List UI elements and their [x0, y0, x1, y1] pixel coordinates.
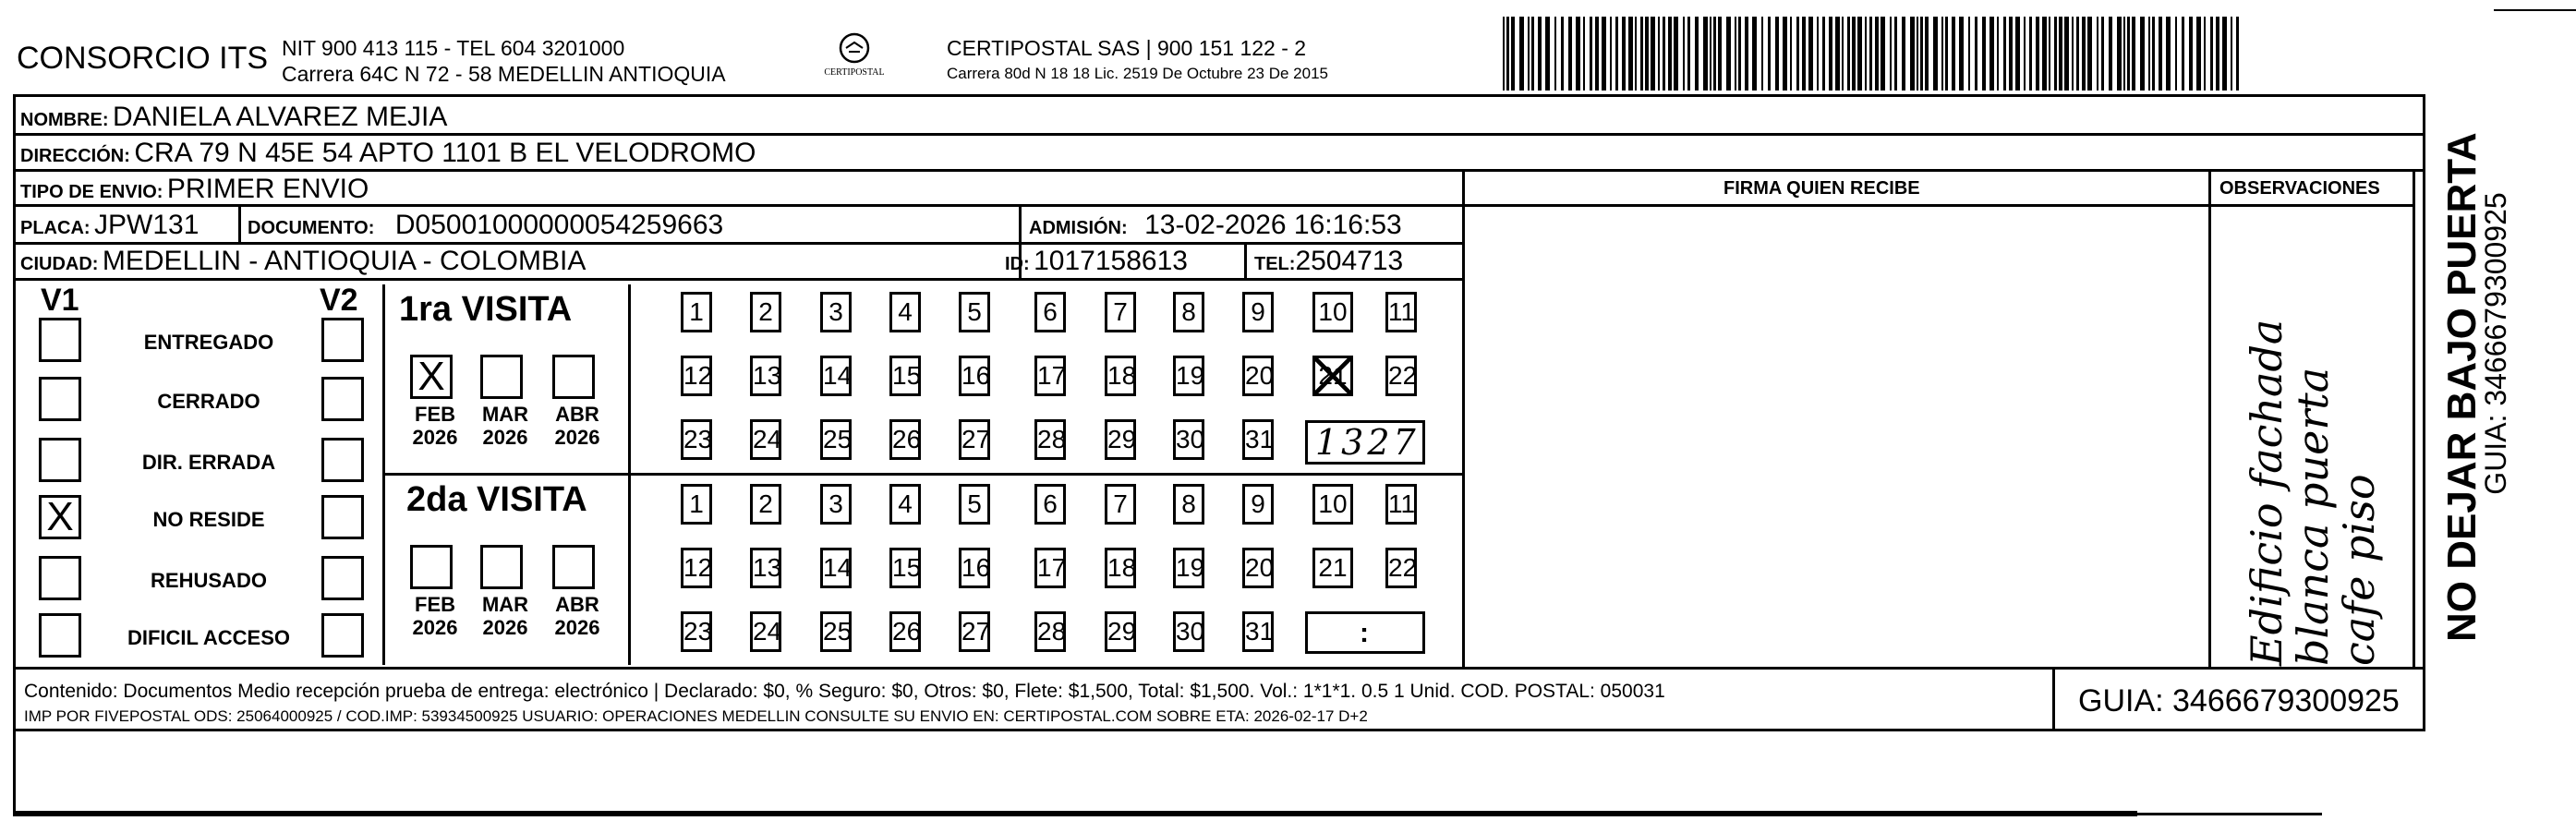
day-box-29[interactable]: 29 — [1105, 419, 1136, 460]
documento-row — [248, 211, 723, 239]
barcode-bar — [2015, 17, 2020, 91]
barcode-bar — [2101, 17, 2104, 91]
day-box-28[interactable]: 28 — [1034, 419, 1066, 460]
id-row — [1005, 247, 1188, 275]
col-divider — [1462, 169, 1465, 668]
month-checkbox[interactable] — [480, 355, 523, 399]
barcode-bar — [1881, 17, 1885, 91]
day-box-7[interactable]: 7 — [1105, 484, 1136, 525]
barcode-bar — [1808, 17, 1813, 91]
month-label — [545, 593, 610, 639]
barcode-bar — [1506, 17, 1509, 91]
day-box-27[interactable]: 27 — [959, 611, 990, 652]
day-box-23[interactable]: 23 — [681, 419, 712, 460]
day-box-11[interactable]: 11 — [1385, 292, 1417, 332]
v1-checkbox[interactable] — [39, 377, 81, 421]
barcode-bar — [1997, 17, 1999, 91]
barcode-bar — [1968, 17, 1970, 91]
day-box-21[interactable]: 21 — [1312, 548, 1353, 588]
firma-area[interactable] — [1469, 209, 2206, 665]
day-box-27[interactable]: 27 — [959, 419, 990, 460]
v1-checkbox[interactable]: X — [39, 495, 81, 539]
barcode-bar — [1610, 17, 1612, 91]
day-box-4[interactable]: 4 — [889, 292, 921, 332]
tel-value: 2504713 — [1295, 246, 1404, 276]
direccion-label: DIRECCIÓN: — [20, 146, 130, 166]
v2-checkbox[interactable] — [321, 318, 364, 362]
status-label: NO RESIDE — [152, 508, 265, 531]
barcode-bar — [1920, 17, 1923, 91]
day-box-30[interactable]: 30 — [1173, 419, 1204, 460]
barcode-bar — [1735, 17, 1736, 91]
barcode-bar — [1975, 17, 1977, 91]
barcode-bar — [1635, 17, 1637, 91]
month-checkbox[interactable] — [552, 355, 595, 399]
month-name: MAR — [481, 593, 529, 616]
nombre-value: DANIELA ALVAREZ MEJIA — [113, 102, 448, 132]
day-box-6[interactable]: 6 — [1034, 292, 1066, 332]
day-box-29[interactable]: 29 — [1105, 611, 1136, 652]
barcode-bar — [1628, 17, 1633, 91]
barcode-bar — [1910, 17, 1915, 91]
barcode-bar — [2148, 17, 2150, 91]
status-label: REHUSADO — [151, 569, 267, 592]
barcode-bar — [2049, 17, 2050, 91]
barcode-bar — [2175, 17, 2177, 91]
placa-divider — [238, 204, 241, 243]
month-checkbox[interactable]: X — [410, 355, 453, 399]
month-name: ABR — [555, 403, 599, 426]
day-box-25[interactable]: 25 — [820, 419, 852, 460]
barcode-bar — [1519, 17, 1524, 91]
barcode-bar — [1645, 17, 1649, 91]
guia-divider — [2052, 667, 2055, 731]
barcode-bar — [1857, 17, 1862, 91]
day-box-17[interactable]: 17 — [1034, 356, 1066, 396]
courier-info — [947, 35, 1328, 87]
day-box-22[interactable]: 22 — [1385, 548, 1417, 588]
barcode-bar — [2127, 17, 2130, 91]
barcode-bar — [1713, 17, 1716, 91]
barcode-bar — [1917, 17, 1918, 91]
barcode-bar — [1710, 17, 1711, 91]
direccion-row — [20, 139, 756, 167]
day-box-20[interactable]: 20 — [1242, 356, 1274, 396]
barcode-bar — [2123, 17, 2125, 91]
barcode-bar — [2236, 17, 2239, 91]
v2-checkbox[interactable] — [321, 438, 364, 482]
month-year: 2026 — [554, 616, 600, 639]
v2-checkbox[interactable] — [321, 495, 364, 539]
day-box-9[interactable]: 9 — [1242, 292, 1274, 332]
month-label — [403, 403, 467, 449]
barcode-bar — [1959, 17, 1964, 91]
barcode-bar — [1668, 17, 1672, 91]
day-box-12[interactable]: 12 — [681, 356, 712, 396]
barcode-bar — [2072, 17, 2074, 91]
row-divider — [13, 169, 2425, 172]
barcode-bar — [2159, 17, 2162, 91]
day-box-11[interactable]: 11 — [1385, 484, 1417, 525]
day-box-12[interactable]: 12 — [681, 548, 712, 588]
barcode-bar — [1835, 17, 1840, 91]
barcode-bar — [2076, 17, 2079, 91]
day-box-25[interactable]: 25 — [820, 611, 852, 652]
day-box-14[interactable]: 14 — [820, 548, 852, 588]
v2-checkbox[interactable] — [321, 556, 364, 600]
barcode-bar — [2087, 17, 2092, 91]
day-box-24[interactable]: 24 — [750, 611, 781, 652]
visit-divider — [382, 473, 1463, 476]
day-box-5[interactable]: 5 — [959, 484, 990, 525]
day-box-28[interactable]: 28 — [1034, 611, 1066, 652]
courier-license: Carrera 80d N 18 18 Lic. 2519 De Octubre 23 De 2015 — [947, 65, 1328, 82]
barcode-bar — [1925, 17, 1929, 91]
status-label: ENTREGADO — [143, 331, 274, 354]
visita2-time: : — [1360, 618, 1369, 648]
barcode-bar — [1869, 17, 1872, 91]
row-divider — [13, 133, 2425, 136]
barcode-bar — [1989, 17, 1994, 91]
barcode-bar — [1602, 17, 1606, 91]
month-year: 2026 — [554, 426, 600, 449]
v1-checkbox[interactable] — [39, 556, 81, 600]
v1-label: V1 — [41, 283, 79, 318]
status-label: DIFICIL ACCESO — [127, 626, 290, 649]
day-box-16[interactable]: 16 — [959, 548, 990, 588]
day-box-19[interactable]: 19 — [1173, 356, 1204, 396]
barcode-bar — [1554, 17, 1556, 91]
barcode — [1503, 17, 2243, 91]
barcode-bar — [1761, 17, 1763, 91]
barcode-bar — [2166, 17, 2171, 91]
day-box-20[interactable]: 20 — [1242, 548, 1274, 588]
day-box-19[interactable]: 19 — [1173, 548, 1204, 588]
month-name: FEB — [415, 403, 455, 426]
barcode-bar — [2210, 17, 2213, 91]
day-box-31[interactable]: 31 — [1242, 611, 1274, 652]
barcode-bar — [1890, 17, 1892, 91]
day-box-8[interactable]: 8 — [1173, 292, 1204, 332]
barcode-bar — [1852, 17, 1856, 91]
month-checkbox[interactable] — [552, 545, 595, 589]
ciudad-row — [20, 247, 586, 275]
barcode-bar — [1583, 17, 1585, 91]
day-box-10[interactable]: 10 — [1312, 292, 1353, 332]
barcode-bar — [1738, 17, 1741, 91]
barcode-bar — [1695, 17, 1699, 91]
footer-contenido: Contenido: Documentos Medio recepción prueba de entrega: electrónico | Declarado: $0, % Seguro: $0, Otros: $0, Flete: $1,500, Total: $1,500. Vol.: 1*1*1. 0.5 1 Unid. COD. POSTAL: 050031 — [24, 681, 1665, 702]
day-box-15[interactable]: 15 — [889, 548, 921, 588]
barcode-bar — [1941, 17, 1943, 91]
barcode-graphic — [1503, 17, 2243, 91]
month-label — [403, 593, 467, 639]
day-box-15[interactable]: 15 — [889, 356, 921, 396]
admision-row — [1029, 211, 1402, 239]
barcode-bar — [1531, 17, 1534, 91]
outer-left-rule — [13, 720, 16, 813]
month-label — [473, 593, 538, 639]
barcode-bar — [1528, 17, 1530, 91]
direccion-value: CRA 79 N 45E 54 APTO 1101 B EL VELODROMO — [134, 138, 756, 168]
tel-row — [1254, 247, 1403, 275]
firma-header: FIRMA QUIEN RECIBE — [1723, 178, 1920, 199]
barcode-bar — [1865, 17, 1867, 91]
barcode-bar — [1982, 17, 1986, 91]
month-name: MAR — [481, 403, 529, 426]
barcode-bar — [1822, 17, 1825, 91]
barcode-bar — [1768, 17, 1771, 91]
month-name: FEB — [415, 593, 455, 616]
barcode-bar — [1615, 17, 1618, 91]
header-underline — [1462, 204, 2415, 207]
side-guia: GUIA: 3466679300925 — [2479, 192, 2512, 495]
barcode-bar — [2231, 17, 2232, 91]
barcode-bar — [1847, 17, 1850, 91]
day-box-13[interactable]: 13 — [750, 548, 781, 588]
barcode-bar — [1503, 17, 1505, 91]
v2-checkbox[interactable] — [321, 377, 364, 421]
visita1-title: 1ra VISITA — [399, 290, 573, 329]
company-name: CONSORCIO ITS — [17, 41, 269, 76]
v2-label: V2 — [320, 283, 358, 318]
month-year: 2026 — [482, 616, 528, 639]
v1-checkbox[interactable] — [39, 613, 81, 658]
month-name: ABR — [555, 593, 599, 616]
barcode-bar — [1674, 17, 1678, 91]
certipostal-logo — [813, 31, 896, 83]
month-year: 2026 — [412, 426, 458, 449]
ciudad-value: MEDELLIN - ANTIOQUIA - COLOMBIA — [102, 246, 587, 276]
placa-label: PLACA: — [20, 218, 91, 238]
barcode-bar — [1802, 17, 1806, 91]
barcode-bar — [2117, 17, 2122, 91]
barcode-bar — [1622, 17, 1626, 91]
v1-checkbox[interactable] — [39, 318, 81, 362]
day-box-10[interactable]: 10 — [1312, 484, 1353, 525]
barcode-bar — [1545, 17, 1550, 91]
visita1-time-box[interactable] — [1305, 420, 1425, 465]
barcode-bar — [1842, 17, 1844, 91]
day-box-6[interactable]: 6 — [1034, 484, 1066, 525]
outer-bottom-rule — [13, 811, 2137, 816]
placa-row — [20, 211, 199, 239]
month-label — [545, 403, 610, 449]
day-box-9[interactable]: 9 — [1242, 484, 1274, 525]
barcode-bar — [1718, 17, 1722, 91]
nombre-label: NOMBRE: — [20, 110, 109, 130]
barcode-bar — [2152, 17, 2155, 91]
barcode-bar — [1952, 17, 1955, 91]
barcode-bar — [1511, 17, 1515, 91]
day-box-22[interactable]: 22 — [1385, 356, 1417, 396]
barcode-bar — [1538, 17, 1542, 91]
barcode-bar — [2132, 17, 2135, 91]
barcode-bar — [1902, 17, 1905, 91]
col-divider — [2413, 169, 2415, 668]
month-checkbox[interactable] — [410, 545, 453, 589]
observaciones-header: OBSERVACIONES — [2219, 178, 2380, 199]
tipo-label: TIPO DE ENVIO: — [20, 182, 163, 202]
barcode-bar — [1658, 17, 1660, 91]
barcode-bar — [1683, 17, 1685, 91]
tel-divider — [1244, 242, 1247, 279]
day-box-8[interactable]: 8 — [1173, 484, 1204, 525]
barcode-bar — [2054, 17, 2057, 91]
observaciones-area[interactable] — [2211, 209, 2413, 665]
day-box-16[interactable]: 16 — [959, 356, 990, 396]
v1-checkbox[interactable] — [39, 438, 81, 482]
barcode-bar — [2059, 17, 2062, 91]
day-box-18[interactable]: 18 — [1105, 548, 1136, 588]
barcode-bar — [1561, 17, 1564, 91]
barcode-bar — [2109, 17, 2112, 91]
company-address: Carrera 64C N 72 - 58 MEDELLIN ANTIOQUIA — [282, 62, 726, 86]
barcode-bar — [1875, 17, 1879, 91]
outer-bottom-rule-thin — [2137, 813, 2322, 815]
barcode-bar — [1745, 17, 1748, 91]
tipo-row — [20, 175, 369, 203]
visita2-time-box[interactable] — [1305, 611, 1425, 654]
barcode-bar — [1576, 17, 1580, 91]
barcode-bar — [2189, 17, 2193, 91]
barcode-bar — [1703, 17, 1708, 91]
barcode-bar — [2196, 17, 2201, 91]
day-box-26[interactable]: 26 — [889, 419, 921, 460]
barcode-bar — [1568, 17, 1572, 91]
company-nit: NIT 900 413 115 - TEL 604 3201000 — [282, 36, 625, 60]
footer-guia: GUIA: 3466679300925 — [2078, 683, 2400, 718]
day-box-21[interactable]: 21 — [1312, 356, 1353, 396]
day-box-2[interactable]: 2 — [750, 292, 781, 332]
day-box-3[interactable]: 3 — [820, 292, 852, 332]
tel-label: TEL: — [1254, 254, 1296, 274]
barcode-bar — [2042, 17, 2047, 91]
barcode-bar — [1590, 17, 1592, 91]
day-box-24[interactable]: 24 — [750, 419, 781, 460]
month-year: 2026 — [482, 426, 528, 449]
barcode-bar — [1775, 17, 1779, 91]
day-box-17[interactable]: 17 — [1034, 548, 1066, 588]
barcode-bar — [1790, 17, 1792, 91]
barcode-bar — [1894, 17, 1897, 91]
documento-label: DOCUMENTO: — [248, 218, 375, 238]
ciudad-label: CIUDAD: — [20, 254, 99, 274]
day-box-31[interactable]: 31 — [1242, 419, 1274, 460]
barcode-bar — [1783, 17, 1787, 91]
month-year: 2026 — [412, 616, 458, 639]
barcode-bar — [2064, 17, 2069, 91]
id-value: 1017158613 — [1034, 246, 1188, 276]
logo-text: CERTIPOSTAL — [824, 67, 885, 78]
placa-value: JPW131 — [94, 210, 200, 240]
day-box-23[interactable]: 23 — [681, 611, 712, 652]
visita1-time: 1327 — [1315, 422, 1420, 463]
day-box-30[interactable]: 30 — [1173, 611, 1204, 652]
documento-value: D05001000000054259663 — [394, 210, 724, 240]
barcode-bar — [2182, 17, 2184, 91]
day-box-18[interactable]: 18 — [1105, 356, 1136, 396]
barcode-bar — [2003, 17, 2006, 91]
v2-checkbox[interactable] — [321, 613, 364, 658]
courier-name: CERTIPOSTAL SAS | 900 151 122 - 2 — [947, 36, 1307, 60]
barcode-bar — [2036, 17, 2039, 91]
barcode-bar — [1796, 17, 1799, 91]
month-checkbox[interactable] — [480, 545, 523, 589]
barcode-bar — [1640, 17, 1643, 91]
barcode-bar — [2024, 17, 2026, 91]
status-label: CERRADO — [157, 390, 260, 413]
day-box-4[interactable]: 4 — [889, 484, 921, 525]
barcode-bar — [1687, 17, 1690, 91]
company-info — [282, 35, 726, 87]
barcode-bar — [1933, 17, 1938, 91]
day-box-2[interactable]: 2 — [750, 484, 781, 525]
barcode-bar — [1829, 17, 1832, 91]
day-box-7[interactable]: 7 — [1105, 292, 1136, 332]
barcode-bar — [2204, 17, 2206, 91]
barcode-bar — [1595, 17, 1599, 91]
barcode-bar — [1726, 17, 1731, 91]
barcode-bar — [2216, 17, 2219, 91]
barcode-bar — [1752, 17, 1757, 91]
barcode-bar — [2029, 17, 2032, 91]
barcode-bar — [2097, 17, 2098, 91]
day-box-14[interactable]: 14 — [820, 356, 852, 396]
day-box-1[interactable]: 1 — [681, 292, 712, 332]
nombre-row — [20, 103, 447, 131]
barcode-bar — [2222, 17, 2227, 91]
top-right-rule — [2494, 9, 2576, 11]
day-box-13[interactable]: 13 — [750, 356, 781, 396]
barcode-bar — [1945, 17, 1948, 91]
barcode-bar — [1663, 17, 1665, 91]
visita2-title: 2da VISITA — [406, 480, 587, 519]
day-box-5[interactable]: 5 — [959, 292, 990, 332]
row-divider — [13, 204, 1463, 207]
admision-value: 13-02-2026 16:16:53 — [1144, 210, 1402, 240]
day-box-1[interactable]: 1 — [681, 484, 712, 525]
footer-imp: IMP POR FIVEPOSTAL ODS: 25064000925 / COD.IMP: 53934500925 USUARIO: OPERACIONES MEDELLIN CONSULTE SU ENVIO EN: CERTIPOSTAL.COM SOBRE ETA: 2026-02-17 D+2 — [24, 707, 1368, 725]
day-box-26[interactable]: 26 — [889, 611, 921, 652]
side-warning: NO DEJAR BAJO PUERTA — [2439, 132, 2485, 642]
admision-label: ADMISIÓN: — [1029, 218, 1128, 238]
row-divider — [13, 667, 2425, 670]
barcode-bar — [2140, 17, 2145, 91]
barcode-bar — [1651, 17, 1655, 91]
tipo-value: PRIMER ENVIO — [166, 174, 369, 204]
barcode-bar — [2009, 17, 2013, 91]
barcode-bar — [1817, 17, 1819, 91]
day-box-3[interactable]: 3 — [820, 484, 852, 525]
barcode-bar — [2082, 17, 2086, 91]
status-label: DIR. ERRADA — [141, 451, 276, 474]
month-label — [473, 403, 538, 449]
observaciones-text: Edificio fachada blanca puerta cafe piso — [2242, 319, 2384, 666]
id-label: ID: — [1005, 254, 1030, 274]
